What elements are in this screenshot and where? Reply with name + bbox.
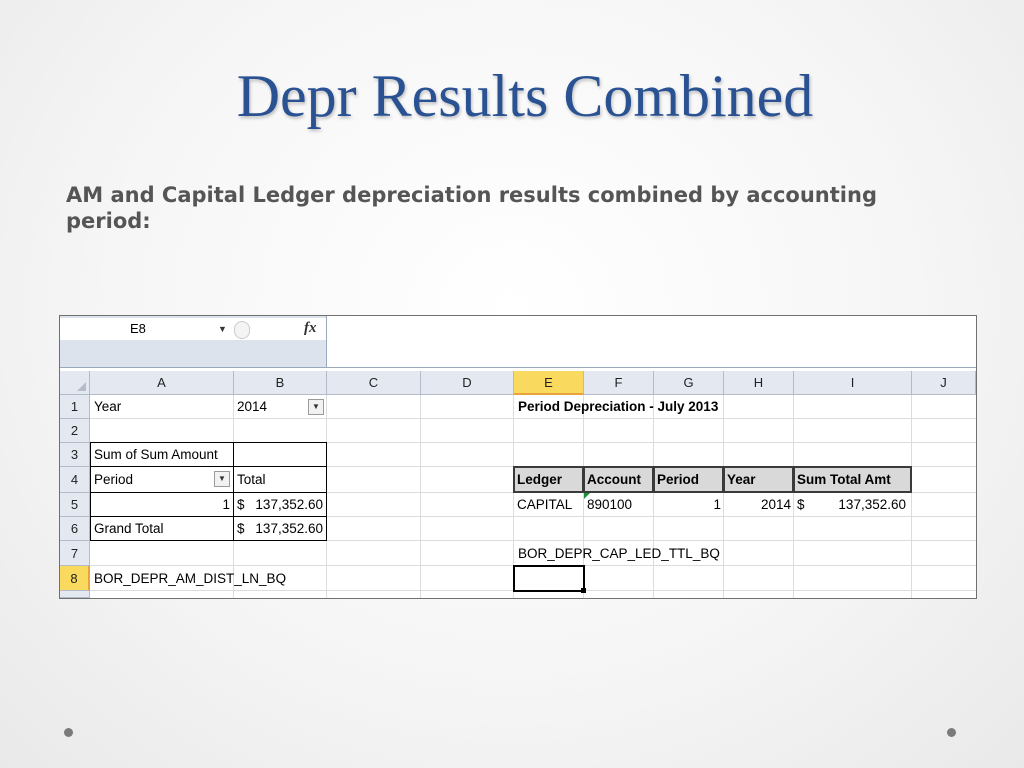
pivot-row-total-cell[interactable] [233, 492, 327, 517]
column-header-e[interactable]: E [514, 371, 584, 395]
pivot-grand-total-label[interactable]: Grand Total [90, 516, 234, 541]
name-box-row [60, 318, 326, 340]
report-header-period[interactable]: Period [653, 466, 724, 493]
spreadsheet-screenshot [59, 315, 977, 599]
report-title[interactable]: Period Depreciation - July 2013 [518, 399, 719, 414]
row-header-2[interactable]: 2 [60, 419, 90, 443]
pivot-total-label[interactable]: Total [233, 466, 327, 493]
slide-subtitle: AM and Capital Ledger depreciation results combined by accounting period: [66, 183, 877, 233]
pivot-sum-label[interactable]: Sum of Sum Amount [90, 442, 234, 467]
pivot-year-value[interactable]: 2014 [237, 399, 268, 414]
report-header-account[interactable]: Account [583, 466, 654, 493]
report-header-ledger[interactable]: Ledger [513, 466, 584, 493]
period-dropdown-icon[interactable]: ▼ [214, 471, 230, 487]
fill-handle[interactable] [581, 588, 586, 593]
formula-bar [60, 316, 976, 368]
row-header-3[interactable]: 3 [60, 443, 90, 467]
column-header-h[interactable]: H [724, 371, 794, 395]
name-box-area [60, 316, 326, 367]
footer-dot-left [64, 728, 73, 737]
name-box-dropdown-icon[interactable]: ▼ [218, 324, 227, 334]
row-header-9[interactable] [60, 591, 90, 598]
report-ledger-value[interactable]: CAPITAL [517, 497, 573, 512]
column-header-b[interactable]: B [234, 371, 327, 395]
row-header-8[interactable]: 8 [60, 566, 90, 591]
row-header-7[interactable]: 7 [60, 541, 90, 566]
row-header-6[interactable]: 6 [60, 517, 90, 541]
pivot-row-currency: $ [237, 497, 245, 512]
slide-title: Depr Results Combined [236, 63, 814, 129]
pivot-row-period[interactable]: 1 [90, 492, 234, 517]
column-header-f[interactable]: F [584, 371, 654, 395]
row-header-5[interactable]: 5 [60, 493, 90, 517]
select-all-corner[interactable] [60, 371, 90, 395]
column-header-i[interactable]: I [794, 371, 912, 395]
pivot-grand-total-cell[interactable] [233, 516, 327, 541]
active-cell-e8[interactable] [513, 565, 585, 592]
pivot-period-label[interactable]: Period [90, 466, 234, 493]
cap-query-name[interactable]: BOR_DEPR_CAP_LED_TTL_BQ [518, 546, 720, 561]
column-header-j[interactable]: J [912, 371, 976, 395]
column-header-d[interactable]: D [421, 371, 514, 395]
report-amount-cell[interactable] [794, 493, 912, 517]
gridline [420, 395, 421, 598]
report-year-value[interactable]: 2014 [760, 497, 791, 512]
column-header-g[interactable]: G [654, 371, 724, 395]
splitter-grip-icon[interactable] [234, 321, 250, 339]
footer-dot-right [947, 728, 956, 737]
column-header-a[interactable]: A [90, 371, 234, 395]
report-header-sum-total-amt[interactable]: Sum Total Amt [793, 466, 912, 493]
formula-input[interactable] [326, 316, 977, 367]
pivot-year-label[interactable]: Year [94, 399, 122, 414]
name-box[interactable]: E8 [130, 321, 146, 336]
pivot-row-total: 137,352.60 [255, 497, 323, 512]
row-header-1[interactable]: 1 [60, 395, 90, 419]
pivot-grand-currency: $ [237, 521, 245, 536]
row-header-4[interactable]: 4 [60, 467, 90, 493]
report-account-value[interactable]: 890100 [587, 497, 633, 512]
report-currency: $ [797, 497, 805, 512]
insert-function-icon[interactable]: fx [304, 320, 317, 336]
am-query-name[interactable]: BOR_DEPR_AM_DIST_LN_BQ [94, 571, 287, 586]
pivot-grand-total: 137,352.60 [255, 521, 323, 536]
pivot-empty-cell[interactable] [233, 442, 327, 467]
column-header-c[interactable]: C [327, 371, 421, 395]
filter-dropdown-icon[interactable]: ▼ [308, 399, 324, 415]
select-all-triangle-icon [77, 382, 86, 391]
report-amount-value: 137,352.60 [838, 497, 906, 512]
report-header-year[interactable]: Year [723, 466, 794, 493]
report-period-value[interactable]: 1 [713, 497, 721, 512]
